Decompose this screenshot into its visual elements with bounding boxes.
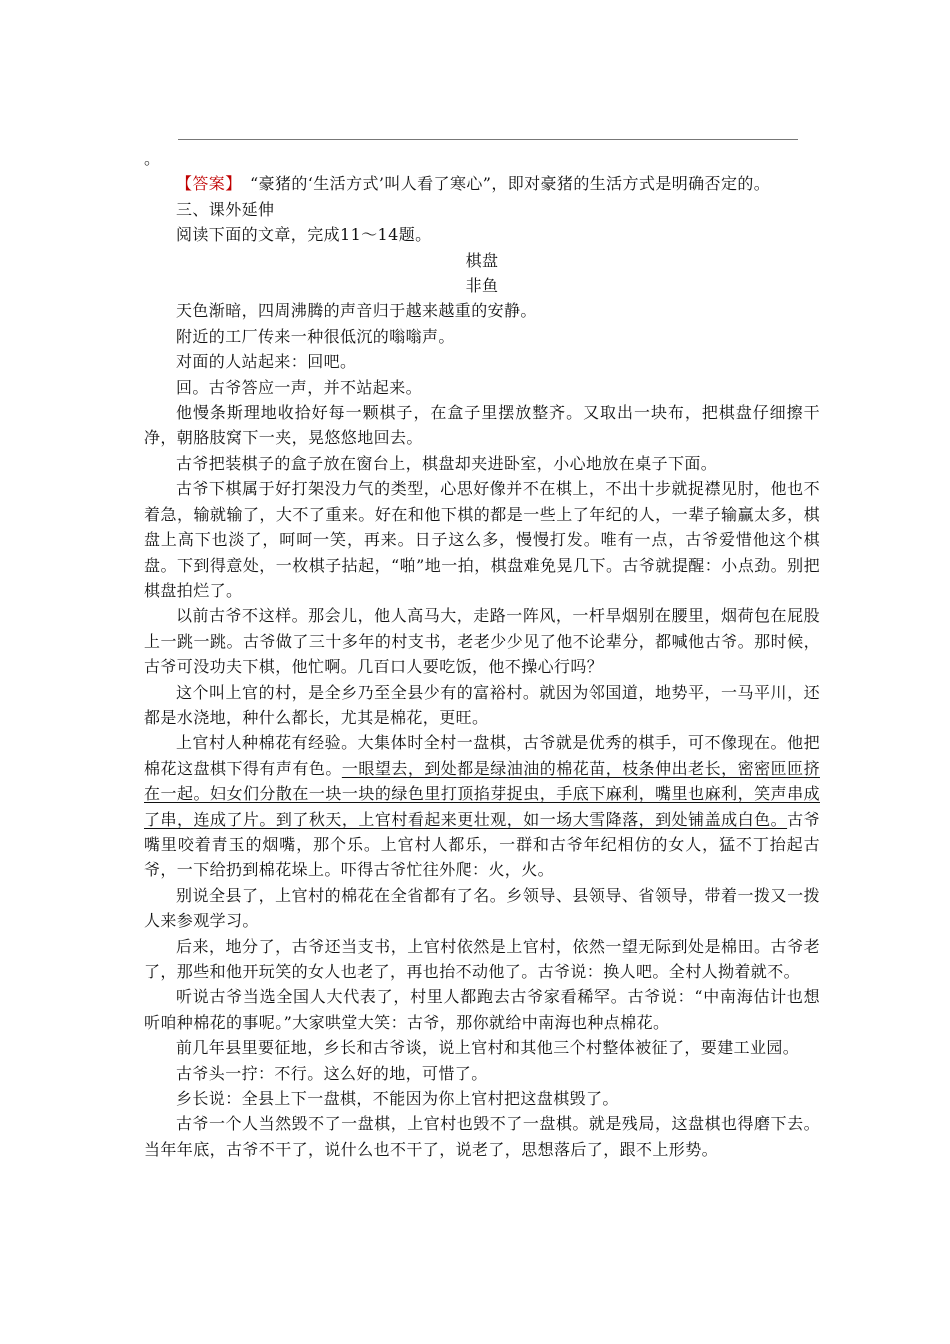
paragraph: 古爷头一拧：不行。这么好的地，可惜了。 xyxy=(176,1063,488,1083)
paragraph-text: 上官村人种棉花有经验。大集体时全村一盘棋，古爷就是优秀的棋手，可不像现在。他把棉花这盘棋下得有声有色。 xyxy=(144,733,820,778)
article-author: 非鱼 xyxy=(465,276,499,296)
paragraph-text: 古爷嘴里咬着青玉的烟嘴，那个乐。上官村人都乐，一群和古爷年纪相仿的女人，猛不丁抬起古爷，一下给扔到棉花垛上。吓得古爷忙往外爬：火，火。 xyxy=(144,809,820,880)
section-heading: 三、课外延伸 xyxy=(176,199,275,219)
instruction: 阅读下面的文章，完成11～14题。 xyxy=(176,225,432,245)
paragraph: 这个叫上官的村，是全乡乃至全县少有的富裕村。就因为邻国道，地势平，一马平川，还都是水浇地，种什么都长，尤其是棉花，更旺。 xyxy=(144,682,820,727)
document-body xyxy=(144,146,820,1162)
paragraph: 听说古爷当选全国人大代表了，村里人都跑去古爷家看稀罕。古爷说：“中南海估计也想听咱种棉花的事呢。”大家哄堂大笑：古爷，那你就给中南海也种点棉花。 xyxy=(144,987,820,1032)
paragraph: 乡长说：全县上下一盘棋，不能因为你上官村把这盘棋毁了。 xyxy=(176,1089,619,1109)
paragraph-with-underline xyxy=(144,730,820,882)
answer-text: “豪猪的‘生活方式’叫人看了寒心”，即对豪猪的生活方式是明确否定的。 xyxy=(233,174,771,194)
paragraph: 回。古爷答应一声，并不站起来。 xyxy=(176,377,423,397)
answer-tag: 【答案】 xyxy=(176,174,234,194)
paragraph: 以前古爷不这样。那会儿，他人高马大，走路一阵风，一杆旱烟别在腰里，烟荷包在屁股上一跳一跳。古爷做了三十多年的村支书，老老少少见了他不论辈分，都喊他古爷。那时候，古爷可没功夫下棋，他忙啊。几百口人要吃饭，他不操心行吗？ xyxy=(144,606,820,677)
underlined-passage: 一眼望去，到处都是绿油油的棉花苗，枝条伸出老长，密密匝匝挤在一起。妇女们分散在一块一块的绿色里打顶掐芽捉虫，手底下麻利，嘴里也麻利，笑声串成了串，连成了片。到了秋天，上官村看起来更壮观，如一场大雪降落，到处铺盖成白色。 xyxy=(144,758,820,829)
answer-line xyxy=(144,171,820,196)
paragraph: 古爷把装棋子的盒子放在窗台上，棋盘却夹进卧室，小心地放在桌子下面。 xyxy=(176,453,718,473)
paragraph: 古爷一个人当然毁不了一盘棋，上官村也毁不了一盘棋。就是残局，这盘棋也得磨下去。当年年底，古爷不干了，说什么也不干了，说老了，思想落后了，跟不上形势。 xyxy=(144,1114,820,1159)
paragraph: 古爷下棋属于好打架没力气的类型，心思好像并不在棋上，不出十步就捉襟见肘，他也不着急，输就输了，大不了重来。好在和他下棋的都是一些上了年纪的人，一辈子输赢太多，棋盘上高下也淡了，呵呵一笑，再来。日子这么多，慢慢打发。唯有一点，古爷爱惜他这个棋盘。下到得意处，一枚棋子拈起，“啪”地一拍，棋盘难免晃几下。古爷就提醒：小点劲。别把棋盘拍烂了。 xyxy=(144,479,820,600)
header-rule xyxy=(178,139,798,140)
paragraph: 他慢条斯理地收拾好每一颗棋子，在盒子里摆放整齐。又取出一块布，把棋盘仔细擦干净，朝胳肢窝下一夹，晃悠悠地回去。 xyxy=(144,403,820,448)
paragraph: 附近的工厂传来一种很低沉的嗡嗡声。 xyxy=(176,326,455,346)
paragraph: 前几年县里要征地，乡长和古爷谈，说上官村和其他三个村整体被征了，要建工业园。 xyxy=(176,1038,800,1058)
paragraph: 别说全县了，上官村的棉花在全省都有了名。乡领导、县领导、省领导，带着一拨又一拨人来参观学习。 xyxy=(144,885,820,931)
paragraph: 后来，地分了，古爷还当支书，上官村依然是上官村，依然一望无际到处是棉田。古爷老了，那些和他开玩笑的女人也老了，再也抬不动他了。古爷说：换人吧。全村人拗着就不。 xyxy=(144,936,820,981)
article-title: 棋盘 xyxy=(465,250,499,270)
leading-period: 。 xyxy=(144,149,161,168)
paragraph: 天色渐暗，四周沸腾的声音归于越来越重的安静。 xyxy=(176,301,537,321)
paragraph: 对面的人站起来：回吧。 xyxy=(176,352,357,372)
